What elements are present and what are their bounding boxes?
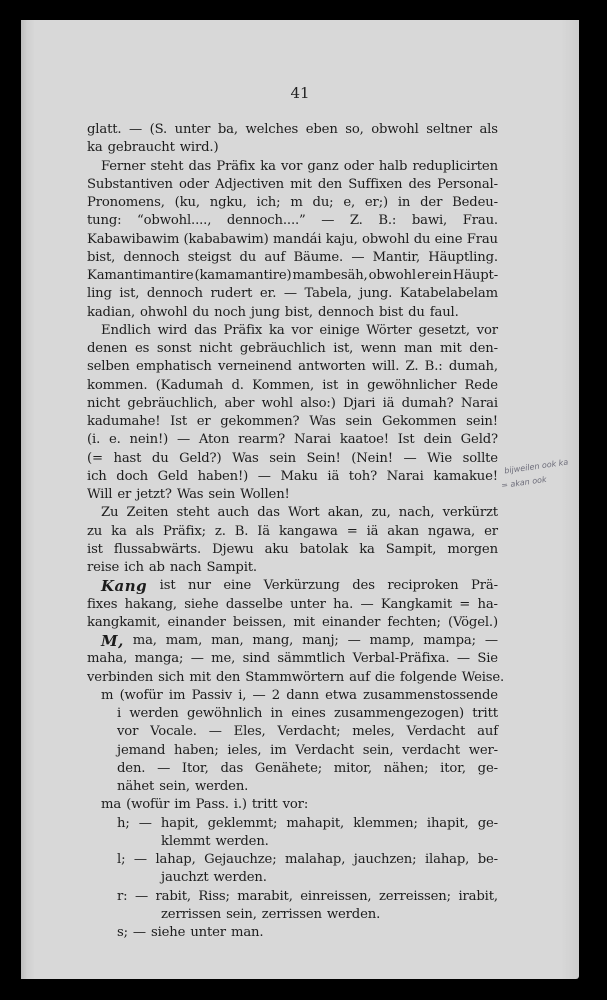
text-line: zerrissen sein, zerrissen werden.: [161, 906, 381, 922]
text-line: bist, dennoch steigst du auf Bäume. — Mantir, Häuptling.: [87, 249, 498, 265]
text-line: M, ma, mam, man, mang, manj; — mamp, mampa; —: [101, 632, 498, 650]
page-number: 41: [290, 84, 310, 102]
text-line: zu ka als Präfix; z. B. Iä kangawa = iä akan ngawa, er: [87, 523, 498, 539]
text-line: nähet sein, werden.: [117, 779, 249, 794]
text-line: klemmt werden.: [161, 833, 269, 849]
handwritten-margin-note-1: bijweilen ook ka: [503, 457, 569, 476]
text-line: m (wofür im Passiv i, — 2 dann etwa zusammenstossende: [101, 687, 498, 703]
text-line: Substantiven oder Adjectiven mit den Suffixen des Personal-: [87, 176, 498, 192]
text-line: Kamantimantire (kamamantire) mambesäh, obwohl er ein Häupt-: [87, 268, 498, 283]
text-line: nicht gebräuchlich, aber wohl also:) Djari iä dumah? Narai: [87, 395, 498, 411]
text-line: den. — Itor, das Genähete; mitor, nähen; itor, ge-: [117, 760, 498, 776]
text-line: kadumahe! Ist er gekommen? Was sein Gekommen sein!: [87, 414, 498, 429]
text-line: Endlich wird das Präfix ka vor einige Wörter gesetzt, vor: [101, 322, 498, 338]
text-line: s; — siehe unter man.: [117, 925, 264, 940]
text-line: h; — hapit, geklemmt; mahapit, klemmen; ihapit, ge-: [117, 815, 498, 831]
text-line: ka gebraucht wird.): [87, 140, 219, 156]
text-line: ling ist, dennoch rudert er. — Tabela, jung. Katabelabelam: [87, 286, 498, 302]
text-line: Kabawibawim (kababawim) mandái kaju, obwohl du eine Frau: [87, 231, 498, 247]
text-line: ist flussabwärts. Djewu aku batolak ka Sampit, morgen: [87, 541, 498, 557]
text-line: i werden gewöhnlich in eines zusammengezogen) tritt: [117, 706, 498, 721]
text-line: ma (wofür im Pass. i.) tritt vor:: [101, 797, 309, 813]
text-line: kadian, ohwohl du noch jung bist, dennoch bist du faul.: [87, 304, 459, 320]
text-line: kangkamit, einander beissen, mit einander fechten; (Vögel.): [87, 614, 498, 630]
text-line: r: — rabit, Riss; marabit, einreissen, zerreissen; irabit,: [117, 888, 498, 904]
text-line: fixes hakang, siehe dasselbe unter ha. — Kangkamit = ha-: [87, 596, 498, 612]
text-line: Pronomens, (ku, ngku, ich; m du; e, er;) in der Bedeu-: [87, 195, 498, 210]
entry-headword: Kang: [101, 577, 148, 596]
scanned-page: [21, 20, 579, 979]
text-line: kommen. (Kadumah d. Kommen, ist in gewöhnlicher Rede: [87, 377, 498, 393]
text-line: Zu Zeiten steht auch das Wort akan, zu, nach, verkürzt: [101, 505, 498, 521]
handwritten-margin-note-2: = akan ook: [500, 474, 548, 491]
text-line: jauchzt werden.: [161, 870, 267, 886]
text-line: denen es sonst nicht gebräuchlich ist, wenn man mit den-: [87, 341, 498, 356]
text-line: reise ich ab nach Sampit.: [87, 560, 257, 575]
text-line: (= hast du Geld?) Was sein Sein! (Nein! — Wie sollte: [87, 450, 498, 466]
text-line: Will er jetzt? Was sein Wollen!: [87, 487, 290, 502]
text-line: verbinden sich mit den Stammwörtern auf die folgende Weise.: [87, 669, 505, 685]
text-line: (i. e. nein!) — Aton rearm? Narai kaatoe! Ist dein Geld?: [87, 432, 498, 448]
text-line: tung: “obwohl...., dennoch....” — Z. B.: bawi, Frau.: [87, 213, 498, 229]
text-line: jemand haben; ieles, im Verdacht sein, verdacht wer-: [117, 742, 498, 758]
text-line: maha, manga; — me, sind sämmtlich Verbal-Präfixa. — Sie: [87, 651, 498, 667]
text-line: ich doch Geld haben!) — Maku iä toh? Narai kamakue!: [87, 468, 498, 484]
entry-headword: M,: [101, 632, 124, 650]
text-line: glatt. — (S. unter ba, welches eben so, obwohl seltner als: [87, 122, 498, 137]
text-line: selben emphatisch verneinend antworten will. Z. B.: dumah,: [87, 359, 498, 375]
text-line: Ferner steht das Präfix ka vor ganz oder halb reduplicirten: [101, 158, 498, 174]
text-line: Kang ist nur eine Verkürzung des reciproken Prä-: [101, 577, 498, 596]
text-line: vor Vocale. — Eles, Verdacht; meles, Verdacht auf: [117, 724, 498, 740]
text-line: l; — lahap, Gejauchze; malahap, jauchzen; ilahap, be-: [117, 852, 498, 867]
page-body-text: [87, 121, 505, 942]
